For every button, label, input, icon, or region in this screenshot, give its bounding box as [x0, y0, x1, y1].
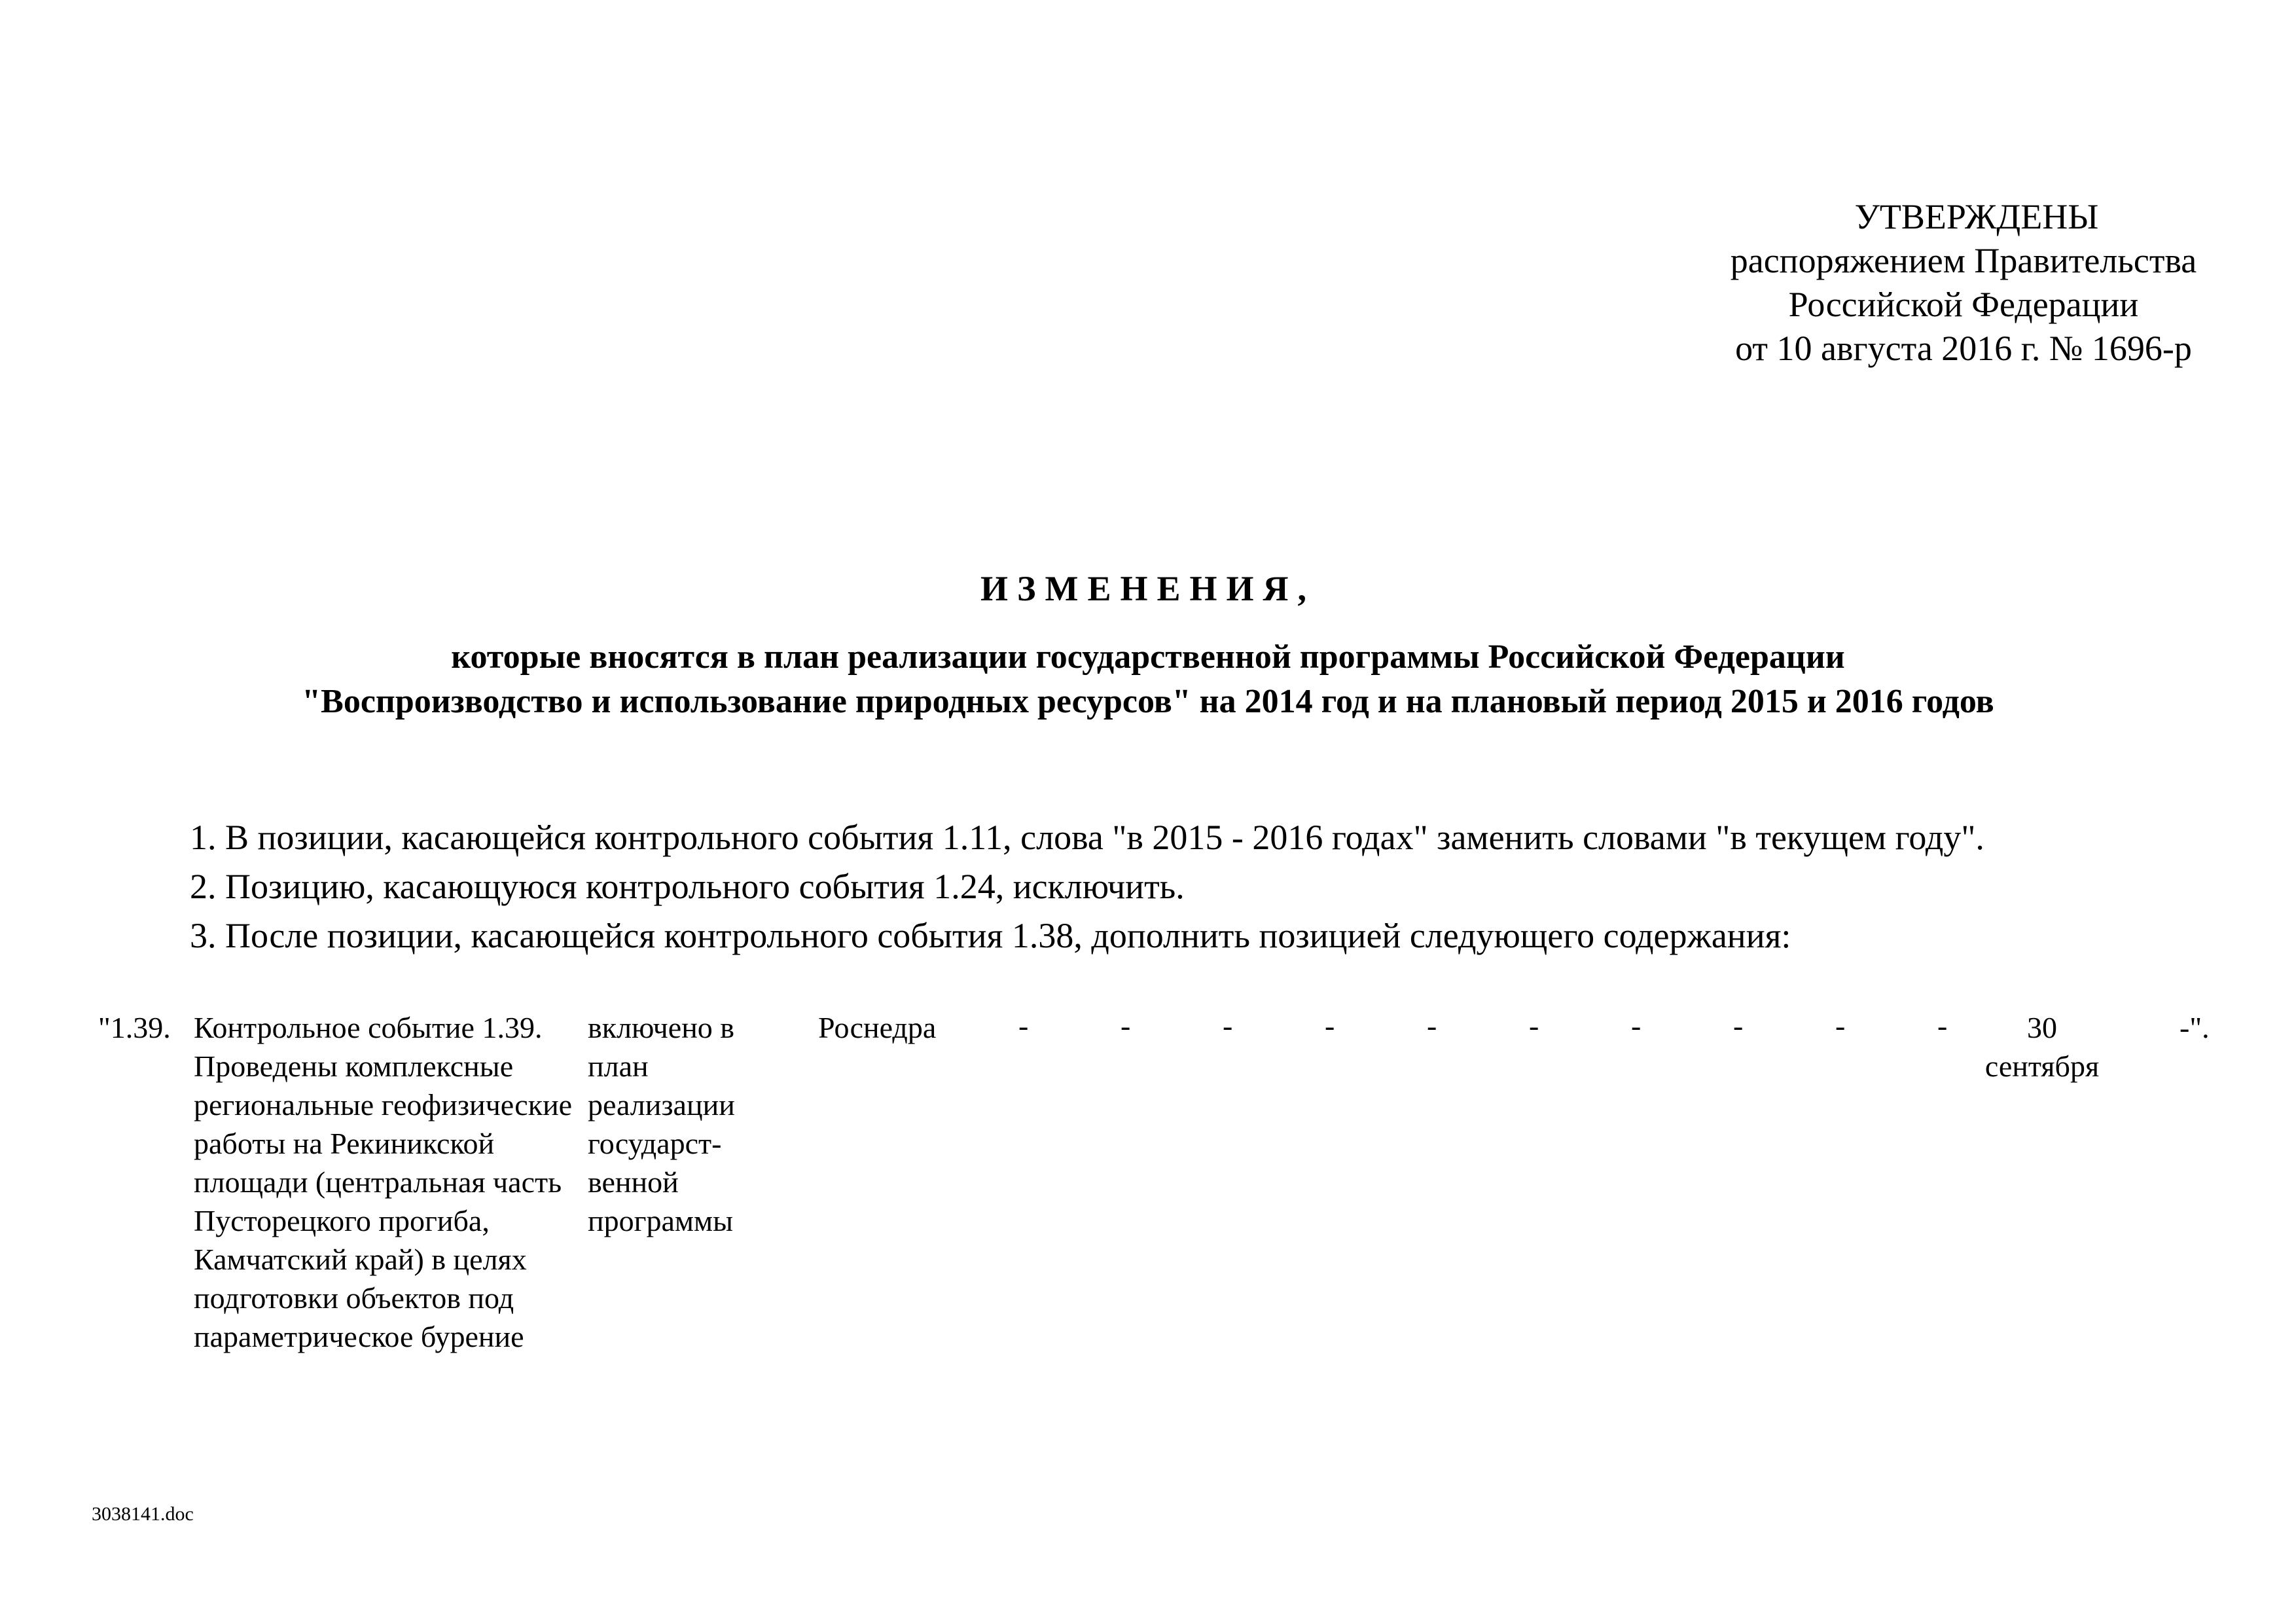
dash-cell: -: [1018, 1009, 1029, 1042]
dash-cell: -: [1529, 1009, 1539, 1042]
file-name: 3038141.doc: [92, 1503, 194, 1525]
subtitle-line-1: которые вносятся в план реализации государственной программы Российской Федерации: [451, 638, 1845, 676]
dash-cell: -: [1121, 1009, 1131, 1042]
dash-cell: -: [1427, 1009, 1437, 1042]
document-subtitle: [0, 635, 2296, 724]
event-description: Контрольное событие 1.39. Проведены комплексные региональные геофизические работы на Рекиникской площади (центральная часть Пусторецкого прогиба, Камчатский край) в целях подготовки объектов под параметрическое бурение: [194, 1011, 573, 1353]
paragraph-1: 1. В позиции, касающейся контрольного события 1.11, слова "в 2015 - 2016 годах" заменить словами "в текущем году".: [190, 818, 1984, 857]
dash-cell: -: [1325, 1009, 1335, 1042]
row-number: "1.39.: [98, 1011, 171, 1044]
subtitle-line-2: "Воспроизводство и использование природных ресурсов" на 2014 год и на плановый период 2015 и 2016 годов: [302, 683, 1994, 720]
approval-block: [1676, 195, 2251, 371]
dash-cell: -: [1937, 1009, 1948, 1042]
approval-line-1: распоряжением Правительства: [1730, 241, 2197, 280]
dash-cell: -: [1835, 1009, 1846, 1042]
dash-cell: -: [1631, 1009, 1641, 1042]
deadline-date: 30 сентября: [1984, 1011, 2100, 1083]
paragraph-2: 2. Позицию, касающуюся контрольного события 1.24, исключить.: [190, 867, 1185, 906]
approval-line-3: от 10 августа 2016 г. № 1696-р: [1735, 329, 2192, 368]
dash-cell: -: [1733, 1009, 1744, 1042]
document-title: ИЗМЕНЕНИЯ,: [980, 569, 1316, 608]
dash-cell: -: [1223, 1009, 1233, 1042]
row-ending: -".: [2179, 1011, 2210, 1044]
event-status: включено в план реализации государст-венной программы: [588, 1011, 735, 1237]
approval-line-2: Российской Федерации: [1788, 285, 2139, 324]
responsible-body: Роснедра: [818, 1011, 937, 1044]
paragraph-3: 3. После позиции, касающейся контрольного события 1.38, дополнить позицией следующего содержания:: [190, 916, 1791, 955]
approval-heading: УТВЕРЖДЕНЫ: [1854, 197, 2099, 236]
